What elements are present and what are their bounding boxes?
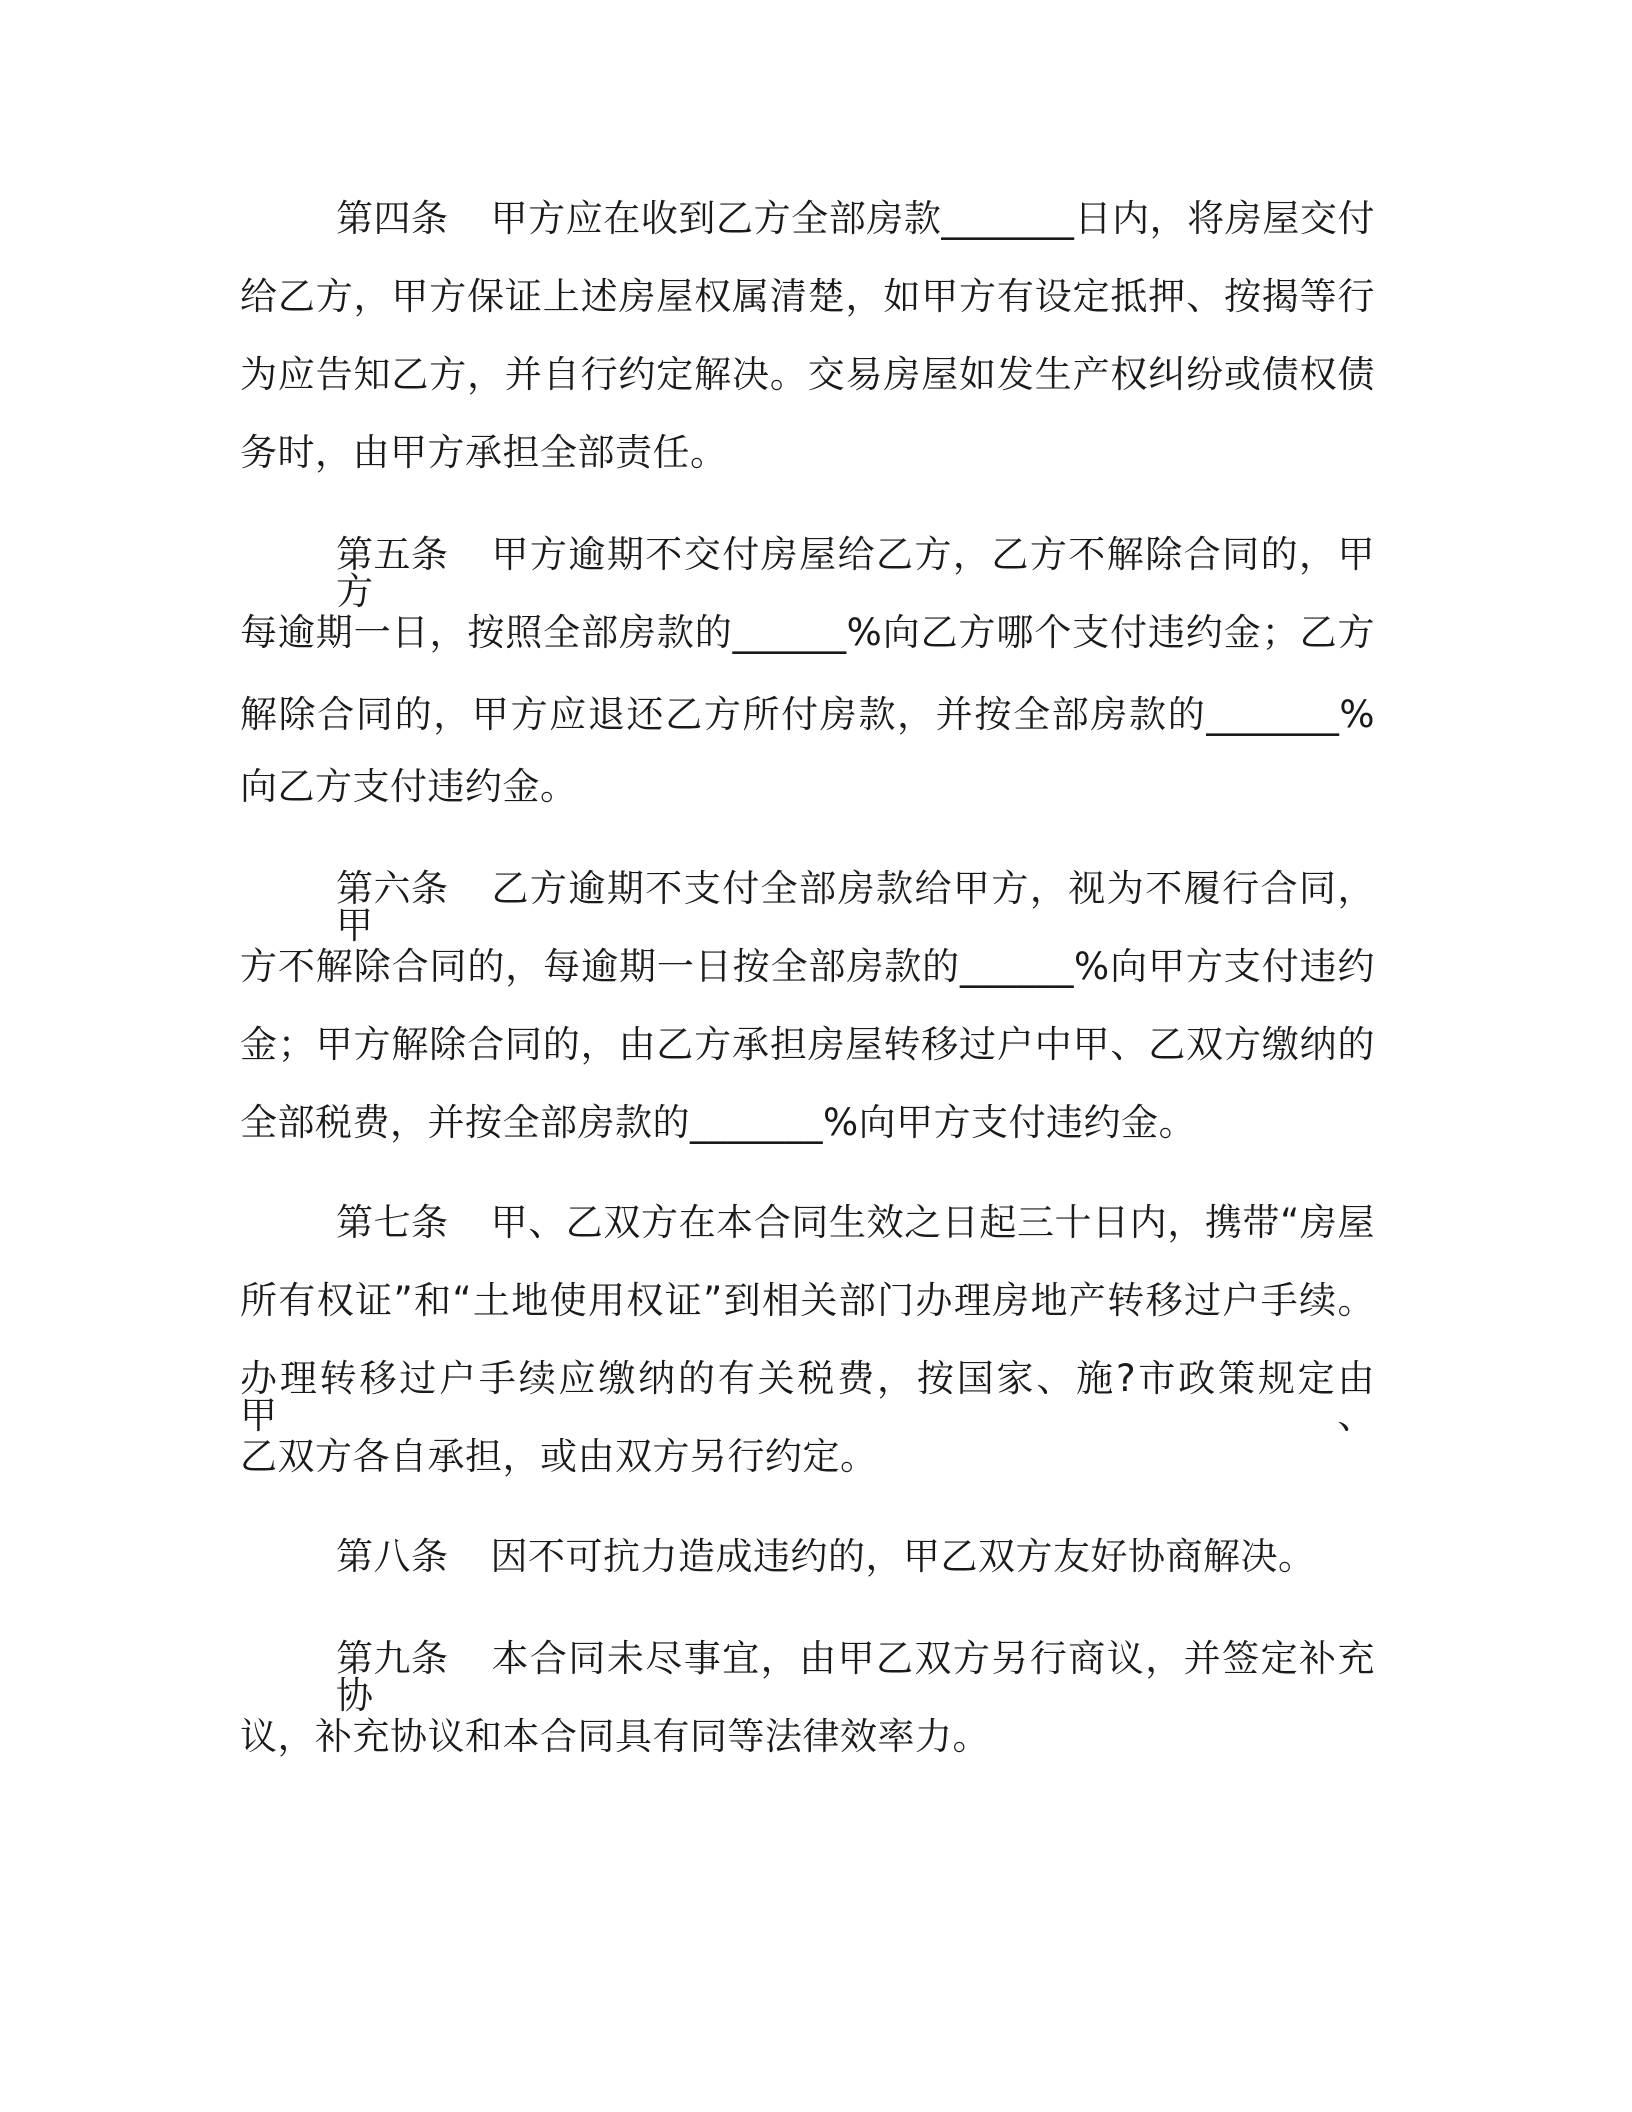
article-5-label: 第五条 <box>336 533 449 576</box>
article-9-label: 第九条 <box>336 1637 449 1680</box>
article-4-text-1: 甲方应在收到乙方全部房款_______日内，将房屋交付 <box>490 197 1375 240</box>
article-9-text-1: 本合同未尽事宜，由甲乙双方另行商议，并签定补充协 <box>336 1637 1375 1717</box>
article-4-line-4: 务时，由甲方承担全部责任。 <box>240 431 728 474</box>
article-9-line-1 <box>336 1637 1375 1717</box>
article-7-text-1: 甲、乙双方在本合同生效之日起三十日内，携带“房屋 <box>490 1201 1375 1244</box>
article-9-line-2: 议，补充协议和本合同具有同等法律效率力。 <box>240 1715 990 1758</box>
article-4-label: 第四条 <box>336 197 449 240</box>
article-6-line-4: 全部税费，并按全部房款的_______%向甲方支付违约金。 <box>240 1101 1197 1144</box>
article-4-line-1 <box>336 197 1375 240</box>
article-6-line-2: 方不解除合同的，每逾期一日按全部房款的______%向甲方支付违约 <box>240 945 1375 988</box>
article-6-line-1 <box>336 867 1375 947</box>
article-7-line-1 <box>336 1201 1375 1244</box>
article-5-line-1 <box>336 533 1375 613</box>
article-8-line-1 <box>336 1535 1316 1578</box>
article-6-text-1: 乙方逾期不支付全部房款给甲方，视为不履行合同，甲 <box>336 867 1375 947</box>
article-6-label: 第六条 <box>336 867 449 910</box>
article-5-line-2: 每逾期一日，按照全部房款的______%向乙方哪个支付违约金；乙方 <box>240 611 1375 654</box>
article-4-line-3: 为应告知乙方，并自行约定解决。交易房屋如发生产权纠纷或债权债 <box>240 353 1375 396</box>
article-7-label: 第七条 <box>336 1201 449 1244</box>
article-7-line-3: 办理转移过户手续应缴纳的有关税费，按国家、施?市政策规定由甲、 <box>240 1357 1375 1437</box>
article-5-text-1: 甲方逾期不交付房屋给乙方，乙方不解除合同的，甲方 <box>336 533 1375 613</box>
article-7-line-2: 所有权证”和“土地使用权证”到相关部门办理房地产转移过户手续。 <box>240 1279 1375 1322</box>
article-8-label: 第八条 <box>336 1535 449 1578</box>
article-7-line-4: 乙双方各自承担，或由双方另行约定。 <box>240 1435 878 1478</box>
article-8-text-1: 因不可抗力造成违约的，甲乙双方友好协商解决。 <box>490 1535 1316 1578</box>
article-4-line-2: 给乙方，甲方保证上述房屋权属清楚，如甲方有设定抵押、按揭等行 <box>240 275 1375 318</box>
article-5-line-4: 向乙方支付违约金。 <box>240 765 578 808</box>
article-5-line-3: 解除合同的，甲方应退还乙方所付房款，并按全部房款的_______% <box>240 693 1375 736</box>
article-6-line-3: 金；甲方解除合同的，由乙方承担房屋转移过户中甲、乙双方缴纳的 <box>240 1023 1375 1066</box>
